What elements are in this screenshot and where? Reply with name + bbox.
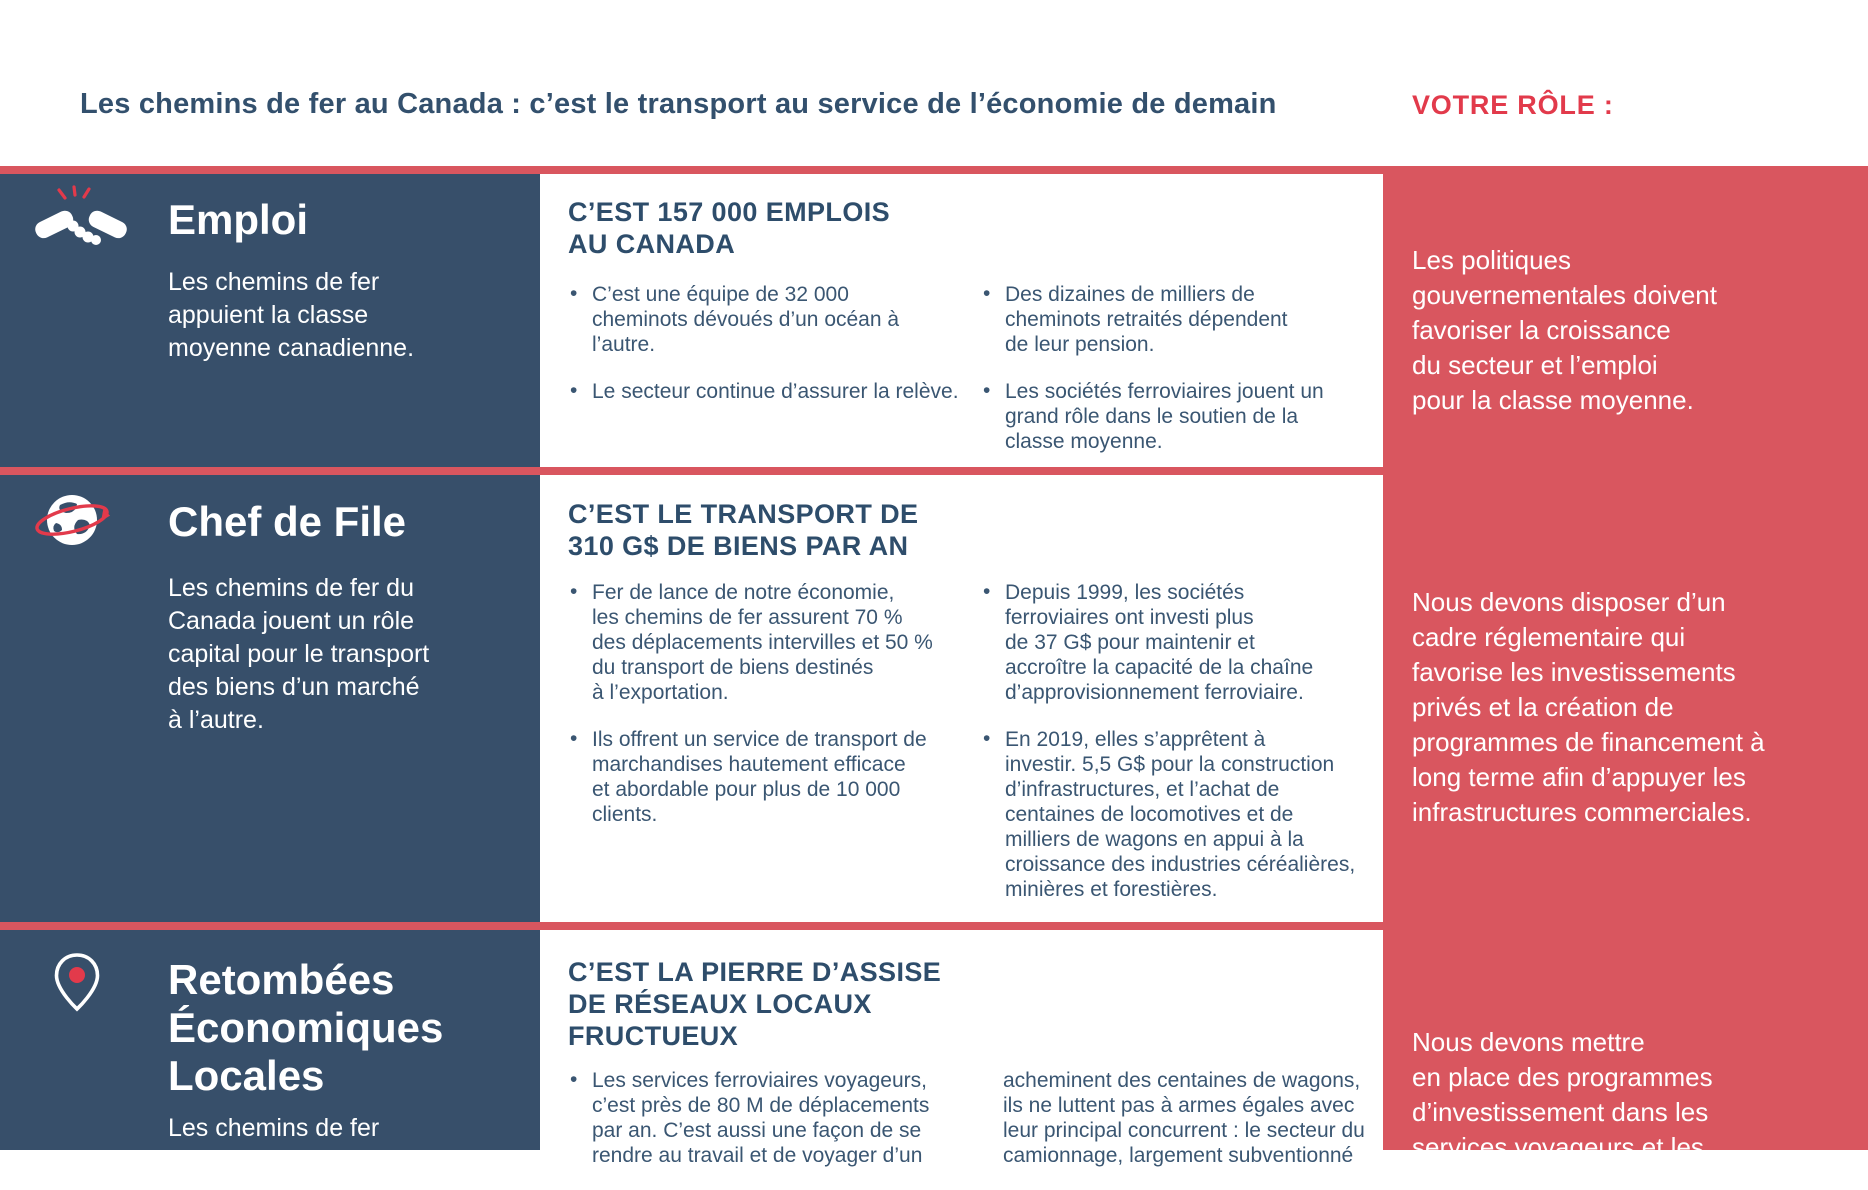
section-description-line: Les chemins de fer du	[168, 574, 414, 602]
bullet-line: Fer de lance de notre économie,	[592, 581, 895, 604]
bullet-line: centaines de locomotives et de	[1005, 803, 1294, 826]
bullet-column-1	[570, 1068, 970, 1190]
role-text-line: du secteur et l’emploi	[1412, 350, 1658, 380]
bullet-line: Ils offrent un service de transport de	[592, 728, 927, 751]
section-title	[168, 498, 406, 546]
section-description-line: Les chemins de fer	[168, 1114, 380, 1142]
bullet-line: les chemins de fer assurent 70 %	[592, 606, 903, 629]
bullet-item	[983, 379, 1383, 454]
bullet-marker: •	[983, 580, 991, 603]
role-text	[1412, 243, 1717, 418]
info-heading-line: C’EST 157 000 EMPLOIS	[568, 197, 891, 227]
bullet-column-2	[983, 580, 1383, 924]
section-title-line: Emploi	[168, 196, 309, 243]
role-text-line: programmes de financement à	[1412, 727, 1765, 757]
role-text	[1412, 585, 1765, 830]
bullet-column-1	[570, 580, 970, 849]
bullet-line: Les services ferroviaires voyageurs,	[592, 1069, 927, 1092]
section-chef-de-file	[0, 475, 1868, 922]
red-divider-stripe-3	[0, 922, 1868, 930]
bullet-line: cheminots retraités dépendent	[1005, 308, 1288, 331]
location-pin-icon	[52, 952, 102, 1019]
bullet-line: Les sociétés ferroviaires jouent un	[1005, 380, 1324, 403]
bullet-line: cheminots dévoués d’un océan à	[592, 308, 900, 331]
bullet-line: accroître la capacité de la chaîne	[1005, 656, 1314, 679]
role-text-line: Nous devons disposer d’un	[1412, 587, 1726, 617]
bullet-line: milliers de wagons en appui à la	[1005, 828, 1304, 851]
bullet-line: En 2019, elles s’apprêtent à	[1005, 728, 1266, 751]
bullet-line: Le secteur continue d’assurer la relève.	[592, 380, 959, 403]
role-text-line: pour la classe moyenne.	[1412, 385, 1694, 415]
bullet-marker: •	[570, 727, 578, 750]
bullet-marker: •	[983, 379, 991, 402]
bullet-item	[983, 580, 1383, 705]
role-text-line: Nous devons mettre	[1412, 1027, 1645, 1057]
bullet-item	[983, 727, 1383, 902]
bullet-line: par an. C’est aussi une façon de se	[592, 1119, 922, 1142]
bullet-line: classe moyenne.	[1005, 430, 1163, 453]
role-text-line: privés et la création de	[1412, 692, 1674, 722]
bullet-line: de 37 G$ pour maintenir et	[1005, 631, 1255, 654]
info-heading-line: C’EST LA PIERRE D’ASSISE	[568, 957, 942, 987]
bullet-line: Depuis 1999, les sociétés	[1005, 581, 1245, 604]
bullet-line: grand rôle dans le soutien de la	[1005, 405, 1299, 428]
globe-icon	[30, 487, 114, 558]
role-text-line: en place des programmes	[1412, 1062, 1713, 1092]
role-text-line: Les politiques	[1412, 245, 1571, 275]
role-text-line: cadre réglementaire qui	[1412, 622, 1686, 652]
info-heading	[568, 956, 941, 1052]
role-text-line: d’investissement dans les	[1412, 1097, 1709, 1127]
section-title	[168, 956, 443, 1100]
bullet-marker: •	[570, 379, 578, 402]
section-description	[168, 1112, 399, 1178]
bullet-line: d’approvisionnement ferroviaire.	[1005, 681, 1304, 704]
bullet-line: leur principal concurrent : le secteur du	[1003, 1119, 1365, 1142]
info-heading	[568, 196, 890, 260]
bullet-line: Des dizaines de milliers de	[1005, 283, 1255, 306]
bullet-line: acheminent des centaines de wagons,	[1003, 1069, 1361, 1092]
section-retombees-economiques-locales	[0, 930, 1868, 1175]
bullet-line: du transport de biens destinés	[592, 656, 874, 679]
role-text	[1412, 1025, 1713, 1165]
section-description	[168, 572, 429, 737]
section-description-line: Canada jouent un rôle	[168, 607, 415, 635]
bullet-item	[983, 1068, 1383, 1168]
role-text-line: favoriser la croissance	[1412, 315, 1671, 345]
bullet-line: de leur pension.	[1005, 333, 1155, 356]
role-panel	[1383, 174, 1868, 467]
left-panel	[0, 174, 540, 467]
bullet-line: ferroviaires ont investi plus	[1005, 606, 1254, 629]
bullet-item	[570, 1068, 970, 1168]
bullet-line: à l’exportation.	[592, 681, 729, 704]
bullet-column-1	[570, 282, 970, 426]
red-divider-stripe-2	[0, 467, 1868, 475]
section-title-line: Chef de File	[168, 498, 407, 545]
section-description	[168, 266, 414, 365]
bullet-line: C’est une équipe de 32 000	[592, 283, 849, 306]
bullet-line: croissance des industries céréalières,	[1005, 853, 1356, 876]
handshake-icon	[38, 186, 124, 254]
info-heading-line: FRUCTUEUX	[568, 1021, 739, 1051]
role-text-line: gouvernementales doivent	[1412, 280, 1717, 310]
globe-icon	[30, 487, 114, 553]
bullet-line: minières et forestières.	[1005, 878, 1218, 901]
page-title: Les chemins de fer au Canada : c’est le transport au service de l’économie de demain	[80, 88, 1277, 120]
section-emploi	[0, 174, 1868, 467]
bullet-marker: •	[570, 580, 578, 603]
info-heading-line: DE RÉSEAUX LOCAUX	[568, 989, 872, 1019]
section-title-line: Locales	[168, 1052, 325, 1099]
bullet-line: investir. 5,5 G$ pour la construction	[1005, 753, 1335, 776]
bullet-item	[570, 282, 970, 357]
section-description-line: investissent dans les	[168, 1147, 399, 1175]
role-text-line: services voyageurs et les	[1412, 1132, 1704, 1162]
info-heading-line: AU CANADA	[568, 229, 736, 259]
red-divider-stripe-1	[0, 166, 1868, 174]
section-title-line: Retombées	[168, 956, 395, 1003]
location-pin-icon	[52, 952, 102, 1014]
bullet-item	[570, 580, 970, 705]
bullet-item	[570, 727, 970, 827]
role-panel	[1383, 930, 1868, 1162]
bullet-line: d’infrastructures, et l’achat de	[1005, 778, 1280, 801]
section-description-line: capital pour le transport	[168, 640, 430, 668]
section-title-line: Économiques	[168, 1004, 444, 1051]
votre-role-label: VOTRE RÔLE :	[1412, 90, 1614, 120]
bullet-item	[983, 282, 1383, 357]
left-panel	[0, 475, 540, 922]
section-description-line: des biens d’un marché	[168, 673, 420, 701]
bullet-line: camionnage, largement subventionné	[1003, 1144, 1354, 1167]
bullet-line: l’autre.	[592, 333, 656, 356]
bullet-line: clients.	[592, 803, 658, 826]
bullet-column-2	[983, 1068, 1383, 1190]
role-text-line: long terme afin d’appuyer les	[1412, 762, 1746, 792]
bullet-item	[570, 379, 970, 404]
bullet-line: ils ne luttent pas à armes égales avec	[1003, 1094, 1355, 1117]
bullet-column-2	[983, 282, 1383, 476]
section-title	[168, 196, 308, 244]
info-heading	[568, 498, 918, 562]
bullet-marker: •	[983, 727, 991, 750]
bullet-marker: •	[570, 1068, 578, 1091]
role-panel	[1383, 475, 1868, 922]
section-description-line: appuient la classe	[168, 301, 369, 329]
section-description-line: moyenne canadienne.	[168, 334, 415, 362]
bullet-line: des déplacements intervilles et 50 %	[592, 631, 933, 654]
bullet-marker: •	[570, 282, 578, 305]
role-text-line: favorise les investissements	[1412, 657, 1736, 687]
bullet-marker: •	[983, 282, 991, 305]
role-text-line: infrastructures commerciales.	[1412, 797, 1752, 827]
bullet-line: rendre au travail et de voyager d’un	[592, 1144, 923, 1167]
bullet-line: marchandises hautement efficace	[592, 753, 906, 776]
left-panel	[0, 930, 540, 1175]
info-heading-line: C’EST LE TRANSPORT DE	[568, 499, 919, 529]
section-description-line: Les chemins de fer	[168, 268, 380, 296]
bullet-line: et abordable pour plus de 10 000	[592, 778, 901, 801]
section-description-line: à l’autre.	[168, 706, 264, 734]
handshake-icon	[38, 186, 124, 259]
info-heading-line: 310 G$ DE BIENS PAR AN	[568, 531, 909, 561]
bullet-line: c’est près de 80 M de déplacements	[592, 1094, 930, 1117]
